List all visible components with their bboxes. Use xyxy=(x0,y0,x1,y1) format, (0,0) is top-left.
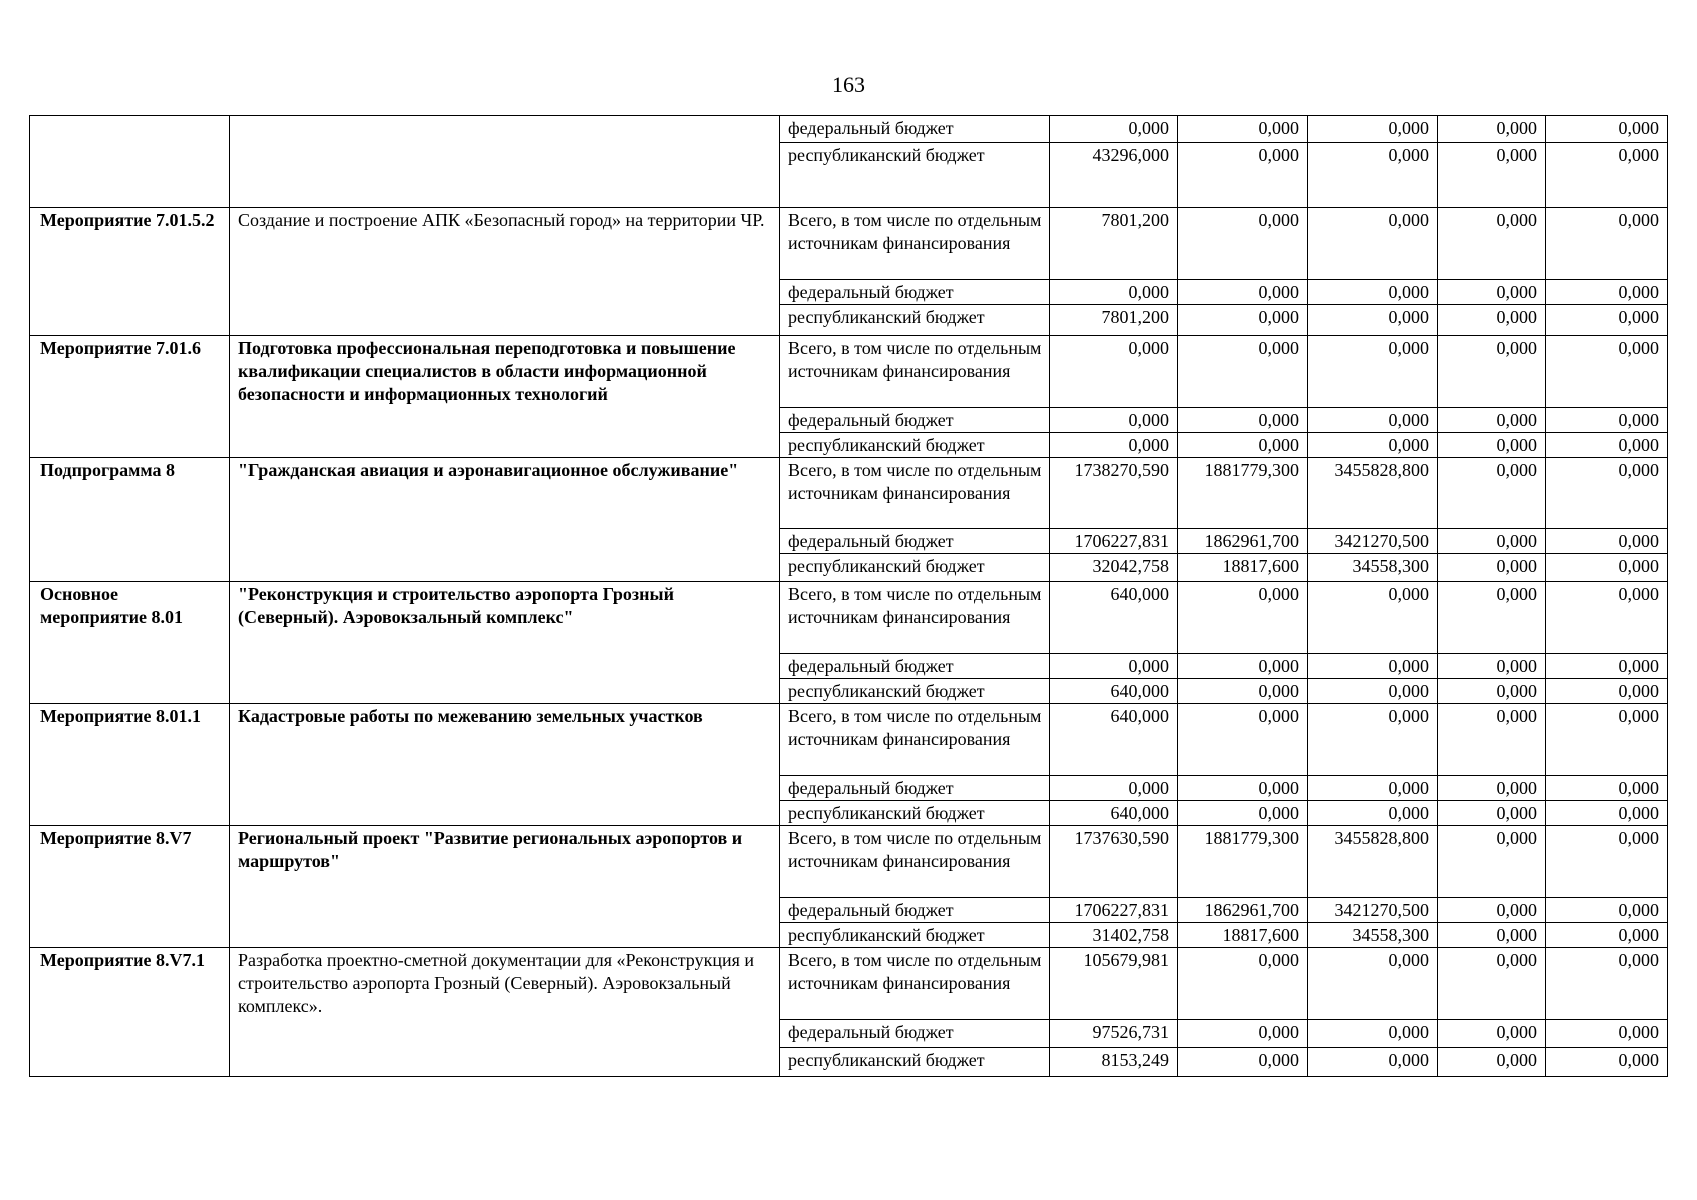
amount-cell: 0,000 xyxy=(1308,704,1438,776)
amount-cell: 0,000 xyxy=(1546,704,1668,776)
amount-cell: 1706227,831 xyxy=(1050,898,1178,923)
amount-cell: 18817,600 xyxy=(1178,554,1308,582)
table-body xyxy=(30,116,1668,1077)
funding-source: республиканский бюджет xyxy=(780,923,1050,948)
amount-cell: 0,000 xyxy=(1438,458,1546,529)
funding-source: федеральный бюджет xyxy=(780,898,1050,923)
amount-cell: 0,000 xyxy=(1546,408,1668,433)
amount-cell: 0,000 xyxy=(1438,923,1546,948)
activity-code: Мероприятие 8.V7.1 xyxy=(30,948,230,1077)
amount-cell: 0,000 xyxy=(1546,554,1668,582)
amount-cell: 0,000 xyxy=(1178,679,1308,704)
funding-source: Всего, в том числе по отдельным источникам финансирования xyxy=(780,948,1050,1020)
amount-cell: 31402,758 xyxy=(1050,923,1178,948)
amount-cell: 0,000 xyxy=(1308,582,1438,654)
amount-cell: 0,000 xyxy=(1546,679,1668,704)
activity-name xyxy=(230,116,780,208)
amount-cell: 1738270,590 xyxy=(1050,458,1178,529)
amount-cell: 0,000 xyxy=(1438,1020,1546,1048)
amount-cell: 0,000 xyxy=(1438,529,1546,554)
amount-cell: 0,000 xyxy=(1178,654,1308,679)
activity-name: "Гражданская авиация и аэронавигационное обслуживание" xyxy=(230,458,780,582)
amount-cell: 3421270,500 xyxy=(1308,529,1438,554)
activity-name: "Реконструкция и строительство аэропорта Грозный (Северный). Аэровокзальный комплекс" xyxy=(230,582,780,704)
funding-source: Всего, в том числе по отдельным источникам финансирования xyxy=(780,826,1050,898)
amount-cell: 0,000 xyxy=(1308,801,1438,826)
amount-cell: 0,000 xyxy=(1438,433,1546,458)
activity-code: Основное мероприятие 8.01 xyxy=(30,582,230,704)
amount-cell: 0,000 xyxy=(1308,679,1438,704)
amount-cell: 0,000 xyxy=(1546,433,1668,458)
amount-cell: 0,000 xyxy=(1546,826,1668,898)
activity-name: Разработка проектно-сметной документации для «Реконструкция и строительство аэропорта Грозный (Северный). Аэровокзальный комплекс». xyxy=(230,948,780,1077)
funding-source: федеральный бюджет xyxy=(780,408,1050,433)
amount-cell: 0,000 xyxy=(1050,280,1178,305)
amount-cell: 0,000 xyxy=(1178,280,1308,305)
amount-cell: 0,000 xyxy=(1546,208,1668,280)
activity-code: Мероприятие 8.01.1 xyxy=(30,704,230,826)
amount-cell: 0,000 xyxy=(1438,679,1546,704)
activity-name: Создание и построение АПК «Безопасный город» на территории ЧР. xyxy=(230,208,780,336)
amount-cell: 7801,200 xyxy=(1050,208,1178,280)
amount-cell: 1862961,700 xyxy=(1178,898,1308,923)
amount-cell: 97526,731 xyxy=(1050,1020,1178,1048)
funding-source: федеральный бюджет xyxy=(780,1020,1050,1048)
table-row xyxy=(30,116,1668,143)
table-row xyxy=(30,208,1668,280)
amount-cell: 32042,758 xyxy=(1050,554,1178,582)
amount-cell: 0,000 xyxy=(1438,143,1546,208)
amount-cell: 0,000 xyxy=(1438,336,1546,408)
amount-cell: 640,000 xyxy=(1050,679,1178,704)
activity-name: Подготовка профессиональная переподготовка и повышение квалификации специалистов в области информационной безопасности и информационных технологий xyxy=(230,336,780,458)
amount-cell: 0,000 xyxy=(1178,305,1308,336)
page-number: 163 xyxy=(832,72,865,97)
funding-source: федеральный бюджет xyxy=(780,529,1050,554)
funding-source: Всего, в том числе по отдельным источникам финансирования xyxy=(780,458,1050,529)
amount-cell: 0,000 xyxy=(1050,433,1178,458)
amount-cell: 18817,600 xyxy=(1178,923,1308,948)
amount-cell: 0,000 xyxy=(1438,1048,1546,1077)
amount-cell: 0,000 xyxy=(1438,704,1546,776)
amount-cell: 0,000 xyxy=(1438,116,1546,143)
table-row xyxy=(30,582,1668,654)
amount-cell: 0,000 xyxy=(1438,208,1546,280)
amount-cell: 0,000 xyxy=(1546,654,1668,679)
amount-cell: 0,000 xyxy=(1308,948,1438,1020)
amount-cell: 640,000 xyxy=(1050,704,1178,776)
funding-source: республиканский бюджет xyxy=(780,143,1050,208)
activity-code: Мероприятие 8.V7 xyxy=(30,826,230,948)
amount-cell: 0,000 xyxy=(1546,948,1668,1020)
funding-source: федеральный бюджет xyxy=(780,654,1050,679)
amount-cell: 8153,249 xyxy=(1050,1048,1178,1077)
amount-cell: 0,000 xyxy=(1178,582,1308,654)
amount-cell: 0,000 xyxy=(1308,336,1438,408)
amount-cell: 1706227,831 xyxy=(1050,529,1178,554)
amount-cell: 0,000 xyxy=(1050,408,1178,433)
amount-cell: 0,000 xyxy=(1546,582,1668,654)
funding-source: Всего, в том числе по отдельным источникам финансирования xyxy=(780,704,1050,776)
amount-cell: 0,000 xyxy=(1308,208,1438,280)
amount-cell: 0,000 xyxy=(1546,1048,1668,1077)
funding-source: республиканский бюджет xyxy=(780,679,1050,704)
funding-source: федеральный бюджет xyxy=(780,280,1050,305)
amount-cell: 0,000 xyxy=(1438,554,1546,582)
amount-cell: 0,000 xyxy=(1308,143,1438,208)
amount-cell: 0,000 xyxy=(1438,654,1546,679)
amount-cell: 7801,200 xyxy=(1050,305,1178,336)
amount-cell: 0,000 xyxy=(1308,654,1438,679)
amount-cell: 0,000 xyxy=(1308,305,1438,336)
amount-cell: 0,000 xyxy=(1308,1048,1438,1077)
amount-cell: 0,000 xyxy=(1308,776,1438,801)
amount-cell: 1737630,590 xyxy=(1050,826,1178,898)
funding-source: Всего, в том числе по отдельным источникам финансирования xyxy=(780,336,1050,408)
amount-cell: 0,000 xyxy=(1178,336,1308,408)
amount-cell: 0,000 xyxy=(1438,948,1546,1020)
amount-cell: 0,000 xyxy=(1546,336,1668,408)
funding-source: республиканский бюджет xyxy=(780,801,1050,826)
amount-cell: 0,000 xyxy=(1178,801,1308,826)
amount-cell: 0,000 xyxy=(1178,433,1308,458)
amount-cell: 0,000 xyxy=(1178,704,1308,776)
funding-source: федеральный бюджет xyxy=(780,116,1050,143)
amount-cell: 1881779,300 xyxy=(1178,458,1308,529)
amount-cell: 0,000 xyxy=(1438,898,1546,923)
amount-cell: 0,000 xyxy=(1438,801,1546,826)
amount-cell: 0,000 xyxy=(1050,776,1178,801)
amount-cell: 0,000 xyxy=(1178,408,1308,433)
amount-cell: 0,000 xyxy=(1546,116,1668,143)
amount-cell: 0,000 xyxy=(1050,336,1178,408)
budget-table xyxy=(29,115,1668,1077)
amount-cell: 1881779,300 xyxy=(1178,826,1308,898)
table-row xyxy=(30,948,1668,1020)
amount-cell: 0,000 xyxy=(1308,280,1438,305)
activity-name: Кадастровые работы по межеванию земельных участков xyxy=(230,704,780,826)
activity-name: Региональный проект "Развитие региональных аэропортов и маршрутов" xyxy=(230,826,780,948)
activity-code: Мероприятие 7.01.5.2 xyxy=(30,208,230,336)
amount-cell: 0,000 xyxy=(1546,280,1668,305)
amount-cell: 1862961,700 xyxy=(1178,529,1308,554)
funding-source: республиканский бюджет xyxy=(780,1048,1050,1077)
amount-cell: 0,000 xyxy=(1546,143,1668,208)
amount-cell: 43296,000 xyxy=(1050,143,1178,208)
table-row xyxy=(30,704,1668,776)
amount-cell: 105679,981 xyxy=(1050,948,1178,1020)
funding-source: федеральный бюджет xyxy=(780,776,1050,801)
amount-cell: 640,000 xyxy=(1050,801,1178,826)
amount-cell: 0,000 xyxy=(1546,923,1668,948)
amount-cell: 0,000 xyxy=(1178,1020,1308,1048)
amount-cell: 0,000 xyxy=(1178,208,1308,280)
table-row xyxy=(30,826,1668,898)
amount-cell: 0,000 xyxy=(1546,898,1668,923)
amount-cell: 0,000 xyxy=(1308,408,1438,433)
funding-source: Всего, в том числе по отдельным источникам финансирования xyxy=(780,208,1050,280)
amount-cell: 0,000 xyxy=(1546,776,1668,801)
table-row xyxy=(30,336,1668,408)
amount-cell: 0,000 xyxy=(1178,776,1308,801)
amount-cell: 3455828,800 xyxy=(1308,458,1438,529)
amount-cell: 34558,300 xyxy=(1308,923,1438,948)
amount-cell: 0,000 xyxy=(1050,116,1178,143)
amount-cell: 640,000 xyxy=(1050,582,1178,654)
amount-cell: 3421270,500 xyxy=(1308,898,1438,923)
table-row xyxy=(30,458,1668,529)
amount-cell: 0,000 xyxy=(1546,529,1668,554)
funding-source: республиканский бюджет xyxy=(780,305,1050,336)
amount-cell: 0,000 xyxy=(1438,776,1546,801)
funding-source: Всего, в том числе по отдельным источникам финансирования xyxy=(780,582,1050,654)
amount-cell: 34558,300 xyxy=(1308,554,1438,582)
amount-cell: 0,000 xyxy=(1308,1020,1438,1048)
amount-cell: 0,000 xyxy=(1178,116,1308,143)
amount-cell: 0,000 xyxy=(1438,826,1546,898)
amount-cell: 0,000 xyxy=(1178,948,1308,1020)
amount-cell: 0,000 xyxy=(1178,1048,1308,1077)
amount-cell: 0,000 xyxy=(1178,143,1308,208)
funding-source: республиканский бюджет xyxy=(780,554,1050,582)
activity-code xyxy=(30,116,230,208)
activity-code: Подпрограмма 8 xyxy=(30,458,230,582)
activity-code: Мероприятие 7.01.6 xyxy=(30,336,230,458)
amount-cell: 0,000 xyxy=(1546,1020,1668,1048)
amount-cell: 0,000 xyxy=(1546,458,1668,529)
amount-cell: 0,000 xyxy=(1438,408,1546,433)
amount-cell: 0,000 xyxy=(1438,582,1546,654)
amount-cell: 0,000 xyxy=(1438,280,1546,305)
amount-cell: 0,000 xyxy=(1438,305,1546,336)
amount-cell: 0,000 xyxy=(1308,116,1438,143)
amount-cell: 0,000 xyxy=(1546,801,1668,826)
funding-source: республиканский бюджет xyxy=(780,433,1050,458)
amount-cell: 3455828,800 xyxy=(1308,826,1438,898)
amount-cell: 0,000 xyxy=(1308,433,1438,458)
amount-cell: 0,000 xyxy=(1546,305,1668,336)
amount-cell: 0,000 xyxy=(1050,654,1178,679)
